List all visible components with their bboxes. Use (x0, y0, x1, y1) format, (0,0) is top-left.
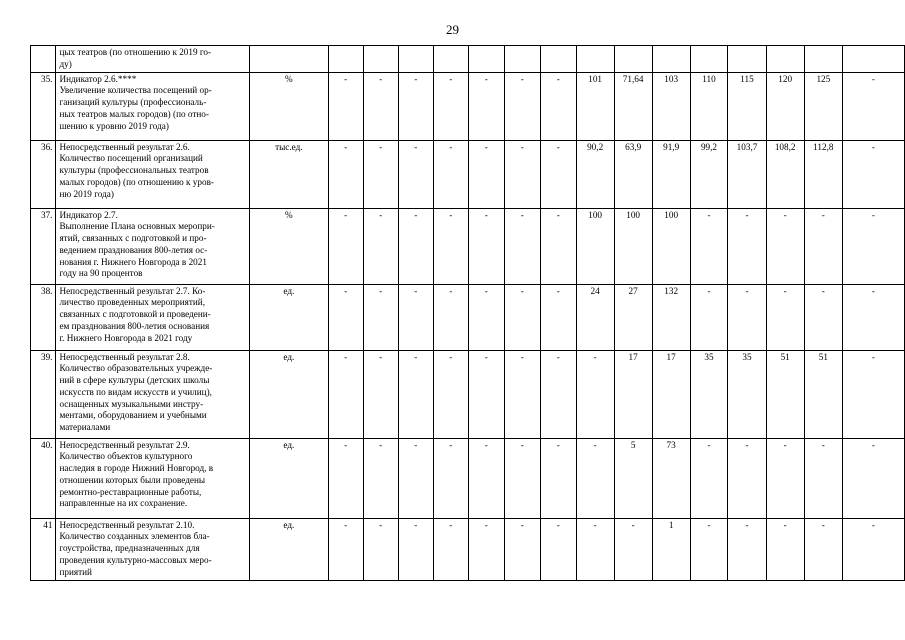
value-cell: - (468, 284, 504, 350)
value-cell: 91,9 (652, 140, 690, 208)
value-cell: - (540, 284, 576, 350)
value-cell (842, 46, 904, 73)
value-cell: - (433, 350, 468, 438)
value-cell: 73 (652, 438, 690, 518)
value-cell: - (728, 438, 766, 518)
value-cell: - (614, 518, 652, 580)
value-cell: - (328, 140, 363, 208)
value-cell (468, 46, 504, 73)
value-cell: - (576, 438, 614, 518)
value-cell: - (468, 350, 504, 438)
value-cell: - (540, 72, 576, 140)
value-cell: 35 (728, 350, 766, 438)
value-cell: - (504, 438, 540, 518)
value-cell: - (328, 284, 363, 350)
value-cell: - (504, 518, 540, 580)
value-cell: - (504, 72, 540, 140)
value-cell: - (804, 284, 842, 350)
value-cell (363, 46, 398, 73)
value-cell: 100 (614, 208, 652, 284)
value-cell: - (766, 438, 804, 518)
value-cell: 101 (576, 72, 614, 140)
value-cell: - (690, 438, 728, 518)
value-cell: - (766, 518, 804, 580)
unit-cell: ед. (250, 350, 329, 438)
value-cell: - (433, 208, 468, 284)
row-number-cell: 39. (31, 350, 56, 438)
value-cell: 103 (652, 72, 690, 140)
value-cell: - (842, 140, 904, 208)
value-cell: 120 (766, 72, 804, 140)
value-cell: - (363, 140, 398, 208)
value-cell: - (842, 72, 904, 140)
indicator-description-cell: Непосредственный результат 2.10. Количество созданных элементов бла- гоустройства, предназначенных для проведения культурно-массовых меро- приятий (56, 518, 250, 580)
table-row (31, 208, 905, 284)
unit-cell: ед. (250, 438, 329, 518)
value-cell: - (468, 140, 504, 208)
value-cell: - (842, 438, 904, 518)
value-cell (766, 46, 804, 73)
unit-cell (250, 46, 329, 73)
value-cell: 100 (576, 208, 614, 284)
value-cell: - (728, 284, 766, 350)
value-cell: - (766, 208, 804, 284)
value-cell: - (576, 350, 614, 438)
value-cell (728, 46, 766, 73)
row-number-cell: 37. (31, 208, 56, 284)
value-cell: - (328, 208, 363, 284)
value-cell: 71,64 (614, 72, 652, 140)
value-cell (328, 46, 363, 73)
value-cell: - (363, 284, 398, 350)
value-cell (804, 46, 842, 73)
value-cell: - (804, 438, 842, 518)
value-cell: 108,2 (766, 140, 804, 208)
value-cell: - (540, 350, 576, 438)
value-cell: - (842, 284, 904, 350)
table-row (31, 438, 905, 518)
value-cell: - (398, 350, 433, 438)
value-cell: - (328, 518, 363, 580)
value-cell: - (468, 208, 504, 284)
value-cell: - (576, 518, 614, 580)
value-cell: 125 (804, 72, 842, 140)
row-number-cell: 35. (31, 72, 56, 140)
value-cell: - (728, 518, 766, 580)
value-cell: - (363, 438, 398, 518)
value-cell: - (766, 284, 804, 350)
value-cell: 132 (652, 284, 690, 350)
value-cell: - (363, 350, 398, 438)
value-cell: 115 (728, 72, 766, 140)
value-cell: - (728, 208, 766, 284)
value-cell: - (540, 140, 576, 208)
value-cell: - (690, 518, 728, 580)
value-cell: 1 (652, 518, 690, 580)
value-cell: - (540, 438, 576, 518)
value-cell: - (842, 350, 904, 438)
value-cell: 90,2 (576, 140, 614, 208)
row-number-cell: 40. (31, 438, 56, 518)
value-cell: - (433, 284, 468, 350)
value-cell: - (468, 518, 504, 580)
indicator-description-cell: Индикатор 2.7. Выполнение Плана основных меропри- ятий, связанных с подготовкой и про- ведением празднования 800-летия ос- нования г. Нижнего Новгорода в 2021 году на 90 процентов (56, 208, 250, 284)
value-cell: - (468, 72, 504, 140)
value-cell: 17 (614, 350, 652, 438)
value-cell: - (433, 438, 468, 518)
value-cell: - (804, 208, 842, 284)
value-cell: - (363, 518, 398, 580)
row-number-cell: 36. (31, 140, 56, 208)
value-cell: - (398, 208, 433, 284)
value-cell: - (363, 208, 398, 284)
value-cell: 99,2 (690, 140, 728, 208)
value-cell: 35 (690, 350, 728, 438)
value-cell: - (842, 208, 904, 284)
value-cell: - (433, 72, 468, 140)
page-number: 29 (446, 22, 459, 37)
value-cell: - (690, 284, 728, 350)
value-cell: - (504, 208, 540, 284)
table-row (31, 350, 905, 438)
value-cell: - (363, 72, 398, 140)
value-cell: - (398, 284, 433, 350)
value-cell (504, 46, 540, 73)
value-cell: - (504, 140, 540, 208)
value-cell (614, 46, 652, 73)
value-cell: 51 (804, 350, 842, 438)
unit-cell: ед. (250, 518, 329, 580)
value-cell: 100 (652, 208, 690, 284)
indicator-description-cell: Непосредственный результат 2.8. Количество образовательных учрежде- ний в сфере культуры (детских школы искусств по видам искусств и училиц), оснащенных музыкальными инстру- ментами, оборудованием и учебными материалами (56, 350, 250, 438)
value-cell: 112,8 (804, 140, 842, 208)
value-cell (398, 46, 433, 73)
unit-cell: % (250, 208, 329, 284)
value-cell: - (468, 438, 504, 518)
value-cell: - (504, 350, 540, 438)
table-row (31, 284, 905, 350)
row-number-cell: 38. (31, 284, 56, 350)
indicator-description-cell: цых театров (по отношению к 2019 го- ду) (56, 46, 250, 73)
value-cell (433, 46, 468, 73)
indicator-table (30, 45, 905, 581)
value-cell (652, 46, 690, 73)
value-cell: - (398, 72, 433, 140)
indicator-description-cell: Непосредственный результат 2.7. Ко- личество проведенных мероприятий, связанных с подготовкой и проведени- ем празднования 800-летия основания г. Нижнего Новгорода в 2021 году (56, 284, 250, 350)
value-cell: - (842, 518, 904, 580)
value-cell: - (540, 518, 576, 580)
value-cell: 103,7 (728, 140, 766, 208)
table-row (31, 518, 905, 580)
value-cell: - (398, 518, 433, 580)
value-cell (690, 46, 728, 73)
value-cell: 110 (690, 72, 728, 140)
table-row (31, 72, 905, 140)
value-cell (540, 46, 576, 73)
unit-cell: тыс.ед. (250, 140, 329, 208)
value-cell: 24 (576, 284, 614, 350)
value-cell: - (540, 208, 576, 284)
indicator-description-cell: Непосредственный результат 2.9. Количество объектов культурного наследия в городе Нижний Новгород, в отношении которых были проведены ремонтно-реставрационные работы, направленные на их сохранение. (56, 438, 250, 518)
value-cell: - (804, 518, 842, 580)
value-cell: 17 (652, 350, 690, 438)
row-number-cell (31, 46, 56, 73)
value-cell: - (690, 208, 728, 284)
value-cell (576, 46, 614, 73)
row-number-cell: 41 (31, 518, 56, 580)
value-cell: - (328, 350, 363, 438)
value-cell: - (328, 438, 363, 518)
table-row (31, 46, 905, 73)
value-cell: - (433, 518, 468, 580)
indicator-description-cell: Непосредственный результат 2.6. Количество посещений организаций культуры (профессиональных театров малых городов) (по отношению к уров- ню 2019 года) (56, 140, 250, 208)
indicator-description-cell: Индикатор 2.6.**** Увеличение количества посещений ор- ганизаций культуры (профессиональ- ных театров малых городов) (по отно- шению к уровню 2019 года) (56, 72, 250, 140)
value-cell: - (433, 140, 468, 208)
value-cell: - (398, 140, 433, 208)
unit-cell: % (250, 72, 329, 140)
value-cell: 63,9 (614, 140, 652, 208)
unit-cell: ед. (250, 284, 329, 350)
value-cell: 51 (766, 350, 804, 438)
value-cell: - (328, 72, 363, 140)
value-cell: 27 (614, 284, 652, 350)
value-cell: 5 (614, 438, 652, 518)
value-cell: - (504, 284, 540, 350)
value-cell: - (398, 438, 433, 518)
table-row (31, 140, 905, 208)
